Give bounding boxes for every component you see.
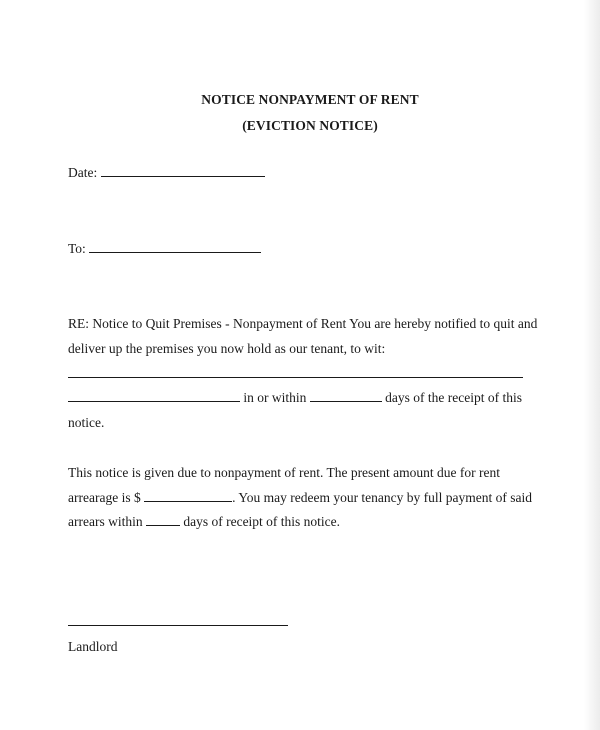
re-line-2: deliver up the premises you now hold as our tenant, to wit: — [68, 341, 386, 356]
date-line — [68, 165, 265, 181]
in-or-within-text: in or within — [243, 390, 307, 405]
document-subtitle: (EVICTION NOTICE) — [242, 118, 378, 133]
paragraph-2-line-1: This notice is given due to nonpayment of rent. The present amount due for rent — [68, 465, 501, 480]
arrears-within-text: arrears within — [68, 514, 143, 529]
premises-blank-2 — [68, 391, 240, 402]
amount-blank — [144, 491, 232, 502]
document-title: NOTICE NONPAYMENT OF RENT — [201, 92, 419, 107]
days-of-receipt-text: days of the receipt of this — [385, 390, 522, 405]
redeem-text: . You may redeem your tenancy by full payment of said — [232, 490, 533, 505]
to-line — [68, 241, 261, 257]
premises-blank-line — [68, 366, 523, 382]
premises-blank — [68, 367, 523, 378]
arrears-days-blank — [146, 515, 180, 526]
signature-blank — [68, 615, 288, 626]
date-label: Date: — [68, 165, 98, 180]
days-blank — [310, 391, 382, 402]
within-line — [68, 390, 522, 406]
paragraph-2-line-2 — [68, 490, 532, 506]
days-of-receipt-notice-text: days of receipt of this notice. — [183, 514, 341, 529]
landlord-label: Landlord — [68, 639, 118, 654]
date-blank — [101, 166, 265, 177]
arrearage-text: arrearage is $ — [68, 490, 141, 505]
re-line-1: RE: Notice to Quit Premises - Nonpayment of Rent You are hereby notified to quit and — [68, 316, 538, 331]
signature-line — [68, 614, 288, 630]
notice-word: notice. — [68, 415, 105, 430]
to-blank — [89, 242, 261, 253]
to-label: To: — [68, 241, 86, 256]
page-edge-shadow — [584, 0, 600, 730]
paragraph-2-line-3 — [68, 514, 340, 530]
